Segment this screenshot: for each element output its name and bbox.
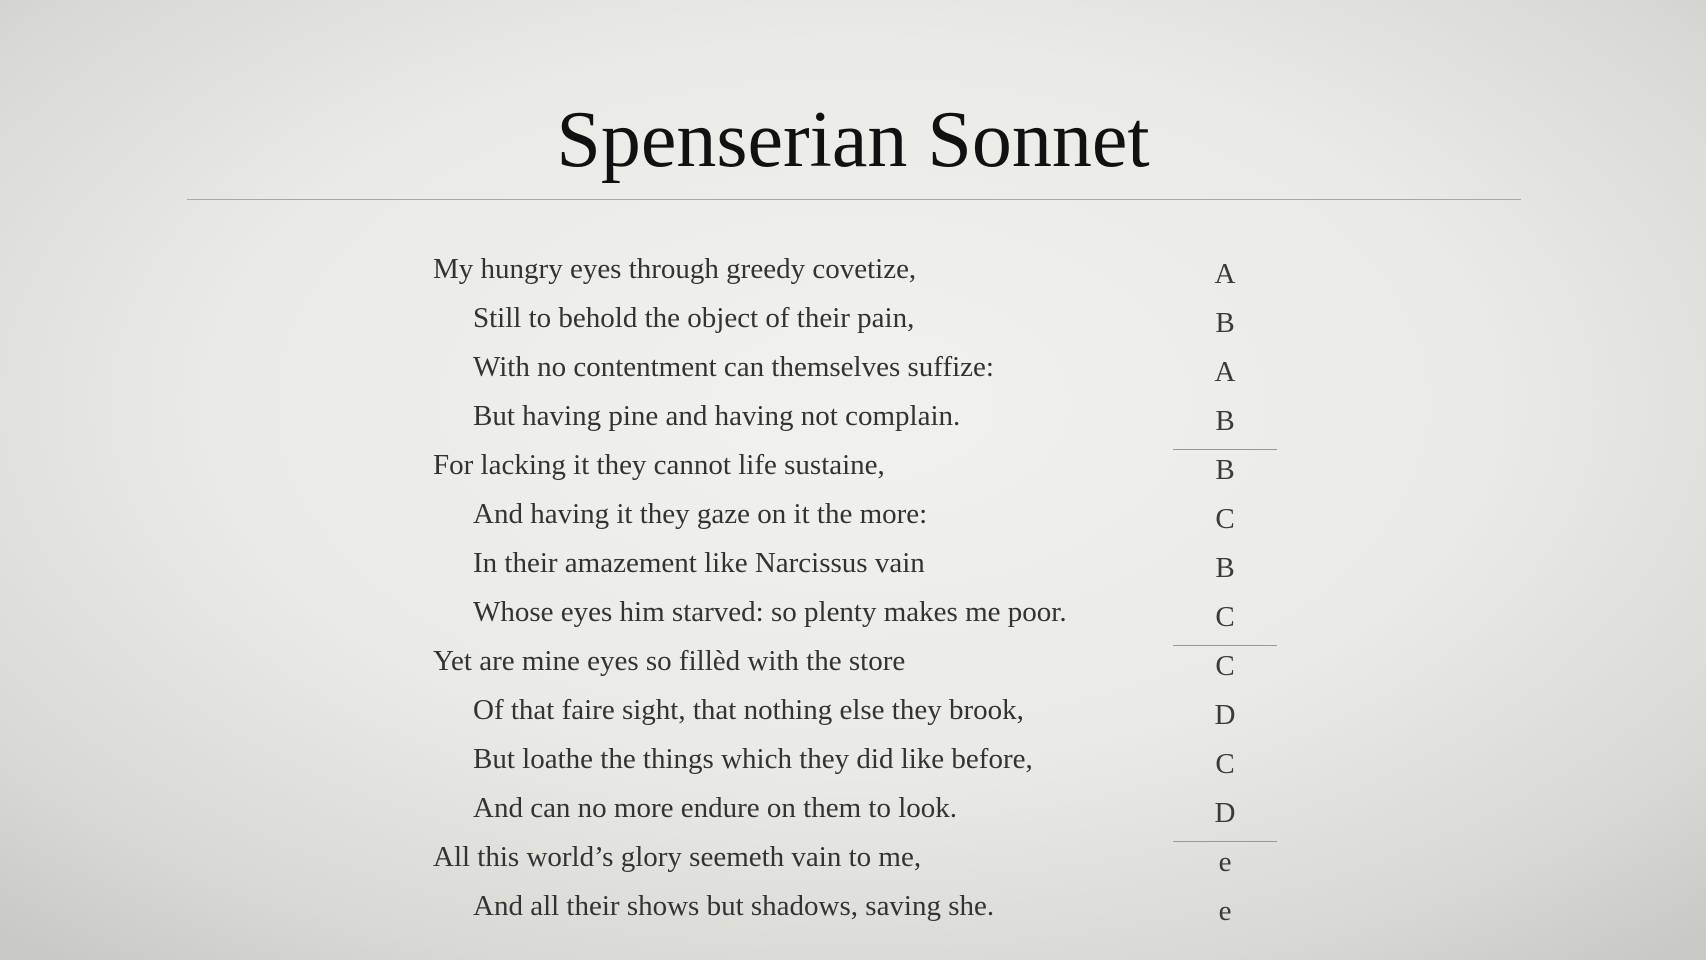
rhyme-letter: A [1214, 258, 1236, 290]
rhyme-letter: C [1173, 597, 1277, 646]
rhyme-letter: C [1215, 650, 1235, 682]
sonnet-line: In their amazement like Narcissus vain [473, 547, 925, 579]
rhyme-letter: e [1218, 895, 1232, 927]
sonnet-line: But having pine and having not complain. [473, 400, 961, 432]
rhyme-letter: e [1218, 846, 1232, 878]
rhyme-letter: D [1214, 699, 1236, 731]
rhyme-letter: B [1215, 454, 1235, 486]
title-divider [187, 199, 1521, 200]
rhyme-letter: B [1215, 552, 1235, 584]
rhyme-scheme [1173, 254, 1277, 940]
sonnet-line: For lacking it they cannot life sustaine, [433, 449, 885, 481]
rhyme-letter: C [1215, 503, 1235, 535]
rhyme-letter: D [1173, 793, 1277, 842]
sonnet-line: Of that faire sight, that nothing else they brook, [473, 694, 1024, 726]
rhyme-letter: B [1173, 401, 1277, 450]
sonnet-line: Yet are mine eyes so fillèd with the store [433, 645, 906, 677]
sonnet-line: Still to behold the object of their pain, [473, 302, 915, 334]
sonnet-line: But loathe the things which they did like before, [473, 743, 1033, 775]
sonnet-text [433, 249, 1193, 935]
slide-title: Spenserian Sonnet [556, 96, 1150, 184]
rhyme-letter: C [1215, 748, 1235, 780]
sonnet-line: Whose eyes him starved: so plenty makes me poor. [473, 596, 1067, 628]
sonnet-line: With no contentment can themselves suffize: [473, 351, 994, 383]
sonnet-line: And all their shows but shadows, saving she. [473, 890, 995, 922]
sonnet-line: My hungry eyes through greedy covetize, [433, 253, 917, 285]
sonnet-line: And can no more endure on them to look. [473, 792, 958, 824]
rhyme-letter: B [1215, 307, 1235, 339]
sonnet-line: And having it they gaze on it the more: [473, 498, 928, 530]
sonnet-line: All this world’s glory seemeth vain to me, [433, 841, 922, 873]
rhyme-letter: A [1214, 356, 1236, 388]
